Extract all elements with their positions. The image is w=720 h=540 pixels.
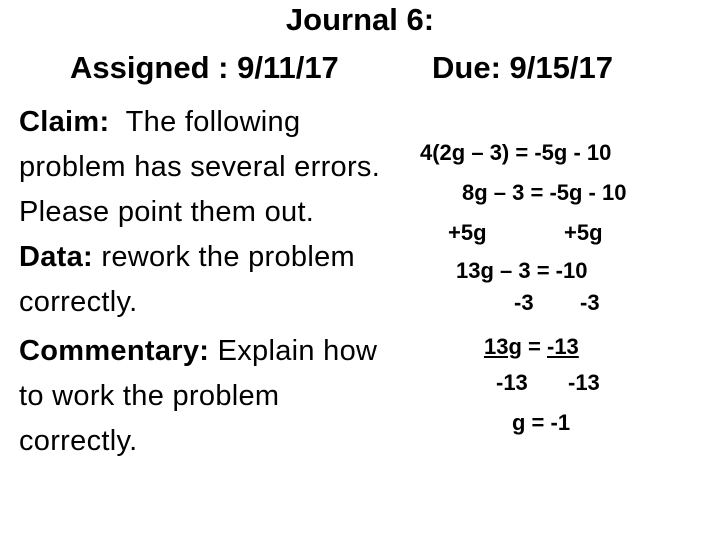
claim-line-3: Please point them out. (19, 196, 315, 228)
work-line-5-left: -3 (514, 290, 534, 315)
work-line-6 (484, 334, 579, 360)
work-line-8: g = -1 (512, 410, 571, 435)
slide-title: Journal 6: (285, 2, 435, 37)
work-line-6-eq: = (521, 334, 547, 359)
work-line-1: 4(2g – 3) = -5g - 10 (420, 140, 612, 165)
instructions-block (19, 100, 419, 464)
due-date: Due: 9/15/17 (432, 50, 613, 85)
work-line-7-left: -13 (496, 370, 528, 395)
assigned-date: Assigned : 9/11/17 (70, 50, 339, 85)
claim-line-2: problem has several errors. (19, 151, 381, 183)
claim-text-1: The following (125, 106, 301, 138)
work-line-2: 8g – 3 = -5g - 10 (462, 180, 627, 205)
data-label: Data: (19, 241, 94, 273)
commentary-label: Commentary: (19, 335, 210, 367)
data-line-1 (19, 235, 419, 280)
work-line-6-right: -13 (547, 334, 579, 359)
commentary-line-2: to work the problem (19, 380, 280, 412)
work-line-3-left: +5g (448, 220, 487, 245)
work-line-5-right: -3 (580, 290, 600, 315)
commentary-text-1: Explain how (217, 335, 378, 367)
claim-line-1 (19, 100, 419, 145)
commentary-line-1 (19, 329, 419, 374)
work-line-6-left: 13g (484, 334, 522, 359)
data-text-1: rework the problem (101, 241, 355, 273)
work-line-4: 13g – 3 = -10 (456, 258, 588, 283)
work-line-7-right: -13 (568, 370, 600, 395)
work-line-3-right: +5g (564, 220, 603, 245)
claim-label: Claim: (19, 106, 110, 138)
commentary-line-3: correctly. (19, 425, 138, 457)
data-line-2: correctly. (19, 286, 138, 318)
